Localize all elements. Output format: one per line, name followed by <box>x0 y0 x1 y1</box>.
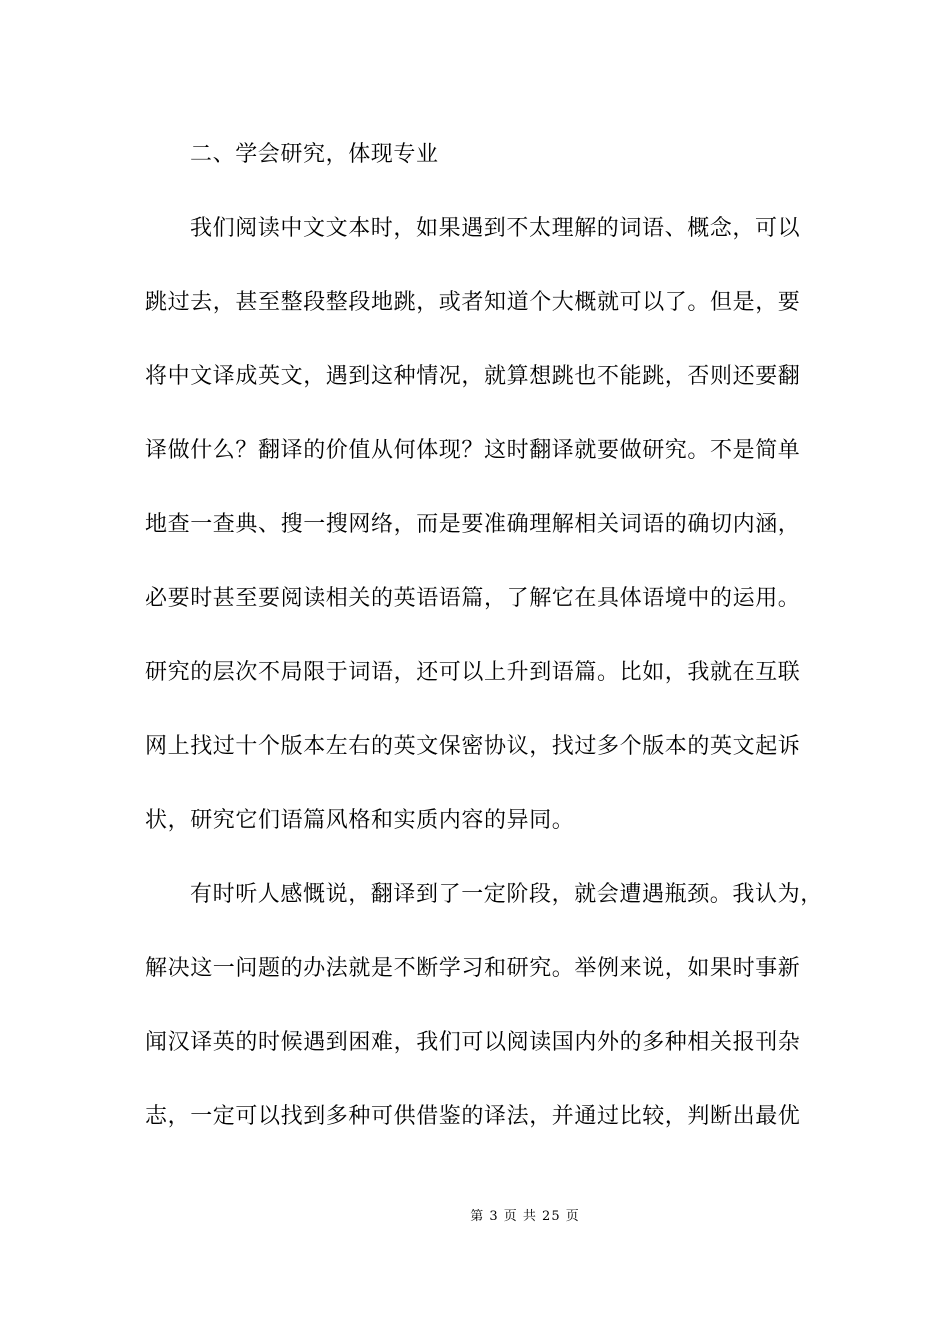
paragraph-2-line-1: 有时听人感慨说，翻译到了一定阶段，就会遭遇瓶颈。我认为， <box>190 882 823 907</box>
paragraph-1-line-3: 将中文译成英文，遇到这种情况，就算想跳也不能跳，否则还要翻 <box>145 364 801 389</box>
paragraph-1-line-1: 我们阅读中文文本时，如果遇到不太理解的词语、概念，可以 <box>190 216 801 241</box>
section-heading: 二、学会研究，体现专业 <box>190 142 439 167</box>
paragraph-2-line-3: 闻汉译英的时候遇到困难，我们可以阅读国内外的多种相关报刊杂 <box>145 1030 801 1055</box>
paragraph-1-line-2: 跳过去，甚至整段整段地跳，或者知道个大概就可以了。但是，要 <box>145 290 801 315</box>
paragraph-1-line-4: 译做什么？翻译的价值从何体现？这时翻译就要做研究。不是简单 <box>145 438 801 463</box>
paragraph-1-line-7: 研究的层次不局限于词语，还可以上升到语篇。比如，我就在互联 <box>145 660 801 685</box>
paragraph-1-line-6: 必要时甚至要阅读相关的英语语篇，了解它在具体语境中的运用。 <box>145 586 801 611</box>
paragraph-2-line-2: 解决这一问题的办法就是不断学习和研究。举例来说，如果时事新 <box>145 956 801 981</box>
paragraph-1-line-8: 网上找过十个版本左右的英文保密协议，找过多个版本的英文起诉 <box>145 734 801 759</box>
paragraph-1-line-9: 状，研究它们语篇风格和实质内容的异同。 <box>145 808 575 833</box>
paragraph-1-line-5: 地查一查典、搜一搜网络，而是要准确理解相关词语的确切内涵， <box>145 512 801 537</box>
page-number-footer: 第 3 页 共 25 页 <box>470 1209 580 1224</box>
paragraph-2-line-4: 志，一定可以找到多种可供借鉴的译法，并通过比较，判断出最优 <box>145 1104 801 1129</box>
